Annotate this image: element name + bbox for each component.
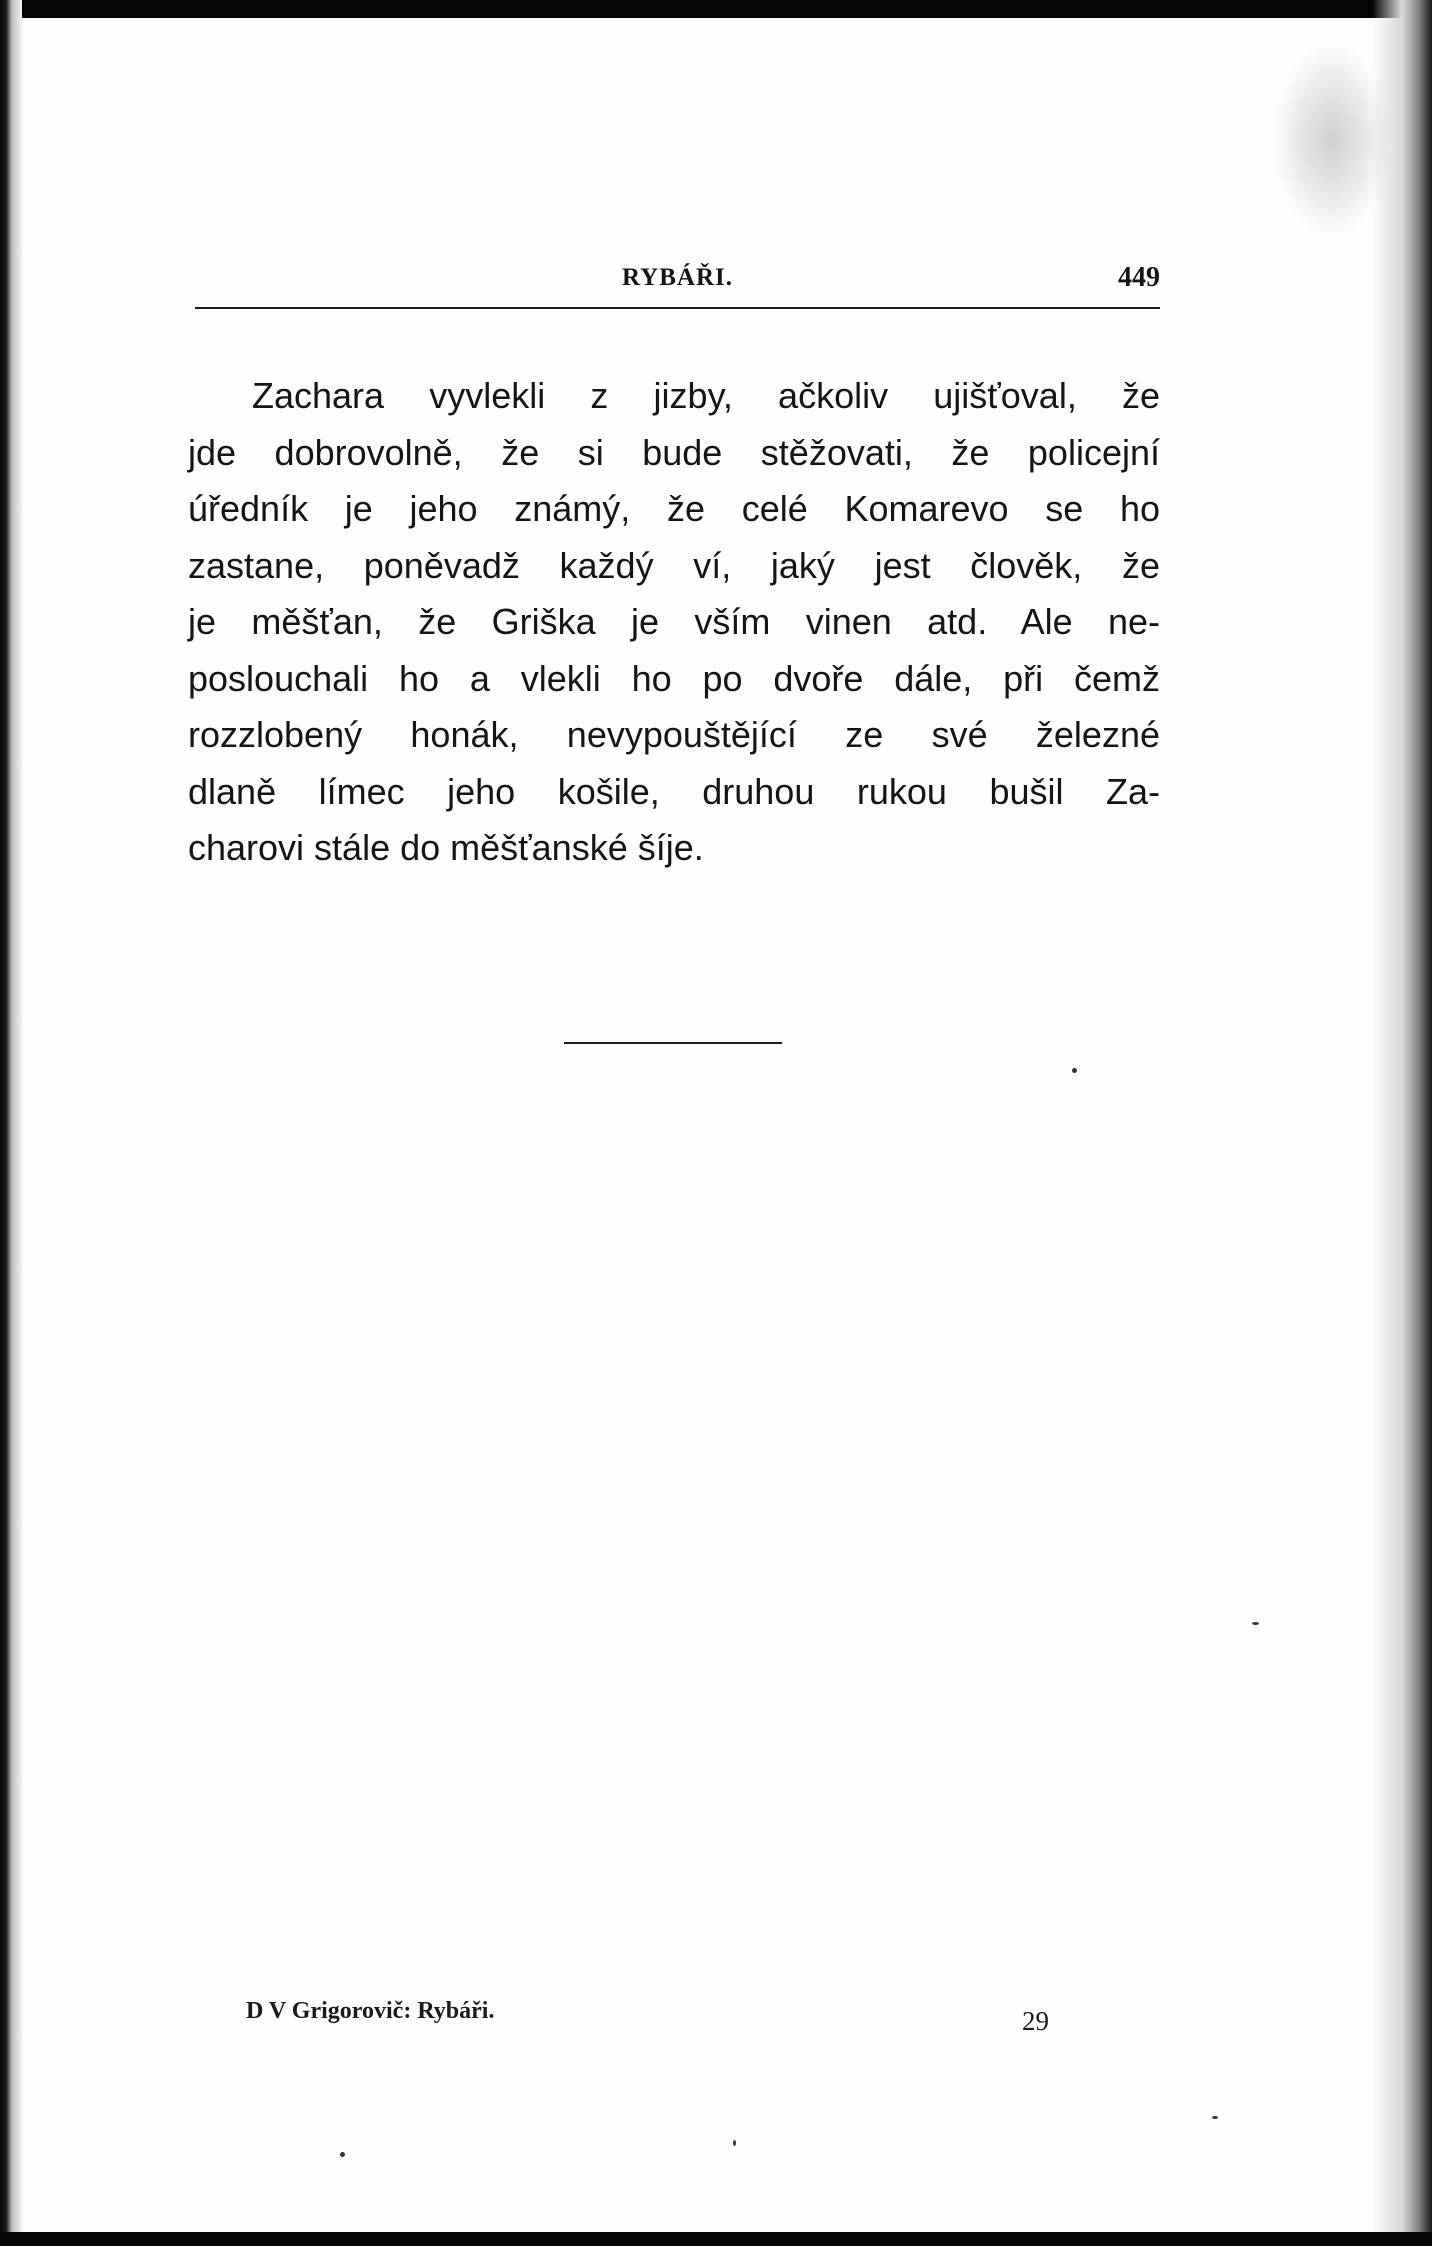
dust-speck	[1212, 2116, 1218, 2119]
dust-speck	[733, 2140, 736, 2146]
page-number: 449	[1118, 262, 1160, 293]
dust-speck	[1072, 1068, 1077, 1073]
scan-edge-right	[1372, 0, 1432, 2246]
scan-edge-bottom	[0, 2232, 1432, 2246]
scan-smudge	[1272, 40, 1392, 240]
header-rule	[195, 307, 1160, 309]
printer-signature: D V Grigorovič: Rybáři.	[246, 1998, 495, 2024]
running-title: RYBÁŘI.	[622, 264, 733, 291]
text-line: zastane, poněvadž každý ví, jaký jest člověk, že	[188, 544, 1160, 586]
text-line: charovi stále do měšťanské šíje.	[188, 827, 704, 868]
sheet-number: 29	[1022, 2006, 1049, 2036]
text-line: je měšťan, že Griška je vším vinen atd. Ale ne-	[188, 601, 1160, 642]
text-line: poslouchali ho a vlekli ho po dvoře dále, při čemž	[188, 657, 1160, 699]
text-line: dlaně límec jeho košile, druhou rukou bušil Za-	[188, 770, 1160, 812]
running-head	[195, 258, 1160, 298]
scan-edge-top	[0, 0, 1432, 18]
dust-speck	[340, 2152, 345, 2157]
body-paragraph	[188, 368, 1160, 877]
scan-edge-left	[0, 0, 22, 2246]
text-line: jde dobrovolně, že si bude stěžovati, že policejní	[188, 431, 1160, 473]
dust-speck	[1252, 1622, 1259, 1625]
text-line: rozzlobený honák, nevypouštějící ze své železné	[188, 714, 1160, 755]
text-line: Zachara vyvlekli z jizby, ačkoliv ujišťoval, že	[252, 375, 1160, 416]
text-line: úředník je jeho známý, že celé Komarevo se ho	[188, 488, 1160, 529]
section-end-rule	[564, 1042, 782, 1044]
